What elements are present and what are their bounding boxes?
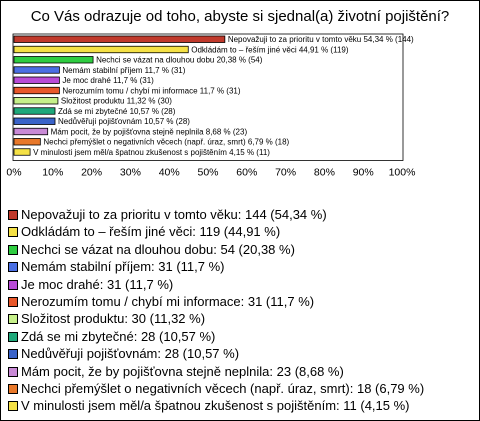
chart-legend bbox=[6, 206, 476, 415]
legend-label: Nerozumím tomu / chybí mi informace: 31 (11,7 %) bbox=[21, 293, 315, 309]
legend-swatch bbox=[8, 332, 18, 342]
legend-swatch bbox=[8, 245, 18, 255]
bar-data-label: Nechci přemýšlet o negativních věcech (např. úraz, smrt) 6,79 % (18) bbox=[43, 137, 290, 147]
x-tick-label: 30% bbox=[119, 166, 141, 179]
bar-data-label: Nechci se vázat na dlouhou dobu 20,38 % (54) bbox=[96, 55, 263, 65]
legend-item bbox=[6, 397, 476, 414]
x-tick-label: 0% bbox=[6, 166, 22, 179]
legend-item bbox=[6, 223, 476, 240]
bar-data-label: Mám pocit, že by pojišťovna stejně neplnila 8,68 % (23) bbox=[50, 127, 248, 137]
x-tick-label: 10% bbox=[42, 166, 64, 179]
bar-data-label: Nemám stabilní příjem 11,7 % (31) bbox=[62, 65, 186, 75]
bar bbox=[14, 98, 58, 105]
x-tick-label: 20% bbox=[81, 166, 103, 179]
bar bbox=[14, 36, 225, 43]
legend-label: Nechci přemýšlet o negativních věcech (např. úraz, smrt): 18 (6,79 %) bbox=[21, 380, 425, 396]
bar bbox=[14, 77, 59, 84]
x-tick-label: 60% bbox=[236, 166, 258, 179]
bar bbox=[14, 57, 93, 64]
legend-item bbox=[6, 380, 476, 397]
x-tick-label: 90% bbox=[352, 166, 374, 179]
x-tick-label: 50% bbox=[197, 166, 219, 179]
bar bbox=[14, 46, 188, 53]
legend-item bbox=[6, 276, 476, 293]
bar-data-label: V minulosti jsem měl/a špatnou zkušenost s pojištěním 4,15 % (11) bbox=[33, 147, 270, 157]
bar bbox=[14, 108, 55, 115]
legend-item bbox=[6, 310, 476, 327]
bar bbox=[14, 87, 59, 94]
x-tick-label: 70% bbox=[275, 166, 297, 179]
legend-label: Nedůvěřuji pojišťovnám: 28 (10,57 %) bbox=[21, 346, 240, 362]
x-tick-label: 100% bbox=[388, 166, 416, 179]
bar bbox=[14, 118, 55, 125]
legend-item bbox=[6, 293, 476, 310]
chart-title: Co Vás odrazuje od toho, abyste si sjednal(a) životní pojištění? bbox=[30, 8, 450, 25]
legend-item bbox=[6, 328, 476, 345]
bar-data-label: Nerozumím tomu / chybí mi informace 11,7 % (31) bbox=[62, 86, 241, 96]
legend-item bbox=[6, 345, 476, 362]
legend-swatch bbox=[8, 280, 18, 290]
bar bbox=[14, 128, 48, 135]
legend-label: V minulosti jsem měl/a špatnou zkušenost s pojištěním: 11 (4,15 %) bbox=[21, 398, 410, 414]
legend-swatch bbox=[8, 210, 18, 220]
legend-label: Je moc drahé: 31 (11,7 %) bbox=[21, 276, 174, 292]
bar-data-label: Zdá se mi zbytečné 10,57 % (28) bbox=[58, 106, 176, 116]
legend-label: Zdá se mi zbytečné: 28 (10,57 %) bbox=[21, 328, 216, 344]
legend-label: Nemám stabilní příjem: 31 (11,7 %) bbox=[21, 259, 225, 275]
legend-item bbox=[6, 241, 476, 258]
legend-swatch bbox=[8, 297, 18, 307]
bar-data-label: Nepovažuji to za prioritu v tomto věku 54,34 % (144) bbox=[227, 35, 414, 44]
bar bbox=[14, 149, 30, 156]
legend-swatch bbox=[8, 227, 18, 237]
legend-swatch bbox=[8, 349, 18, 359]
legend-swatch bbox=[8, 367, 18, 377]
legend-label: Složitost produktu: 30 (11,32 %) bbox=[21, 311, 206, 327]
x-tick-label: 80% bbox=[313, 166, 335, 179]
bar-data-label: Odkládám to – řeším jiné věci 44,91 % (119) bbox=[191, 45, 349, 55]
legend-item bbox=[6, 206, 476, 223]
legend-swatch bbox=[8, 401, 18, 411]
legend-swatch bbox=[8, 384, 18, 394]
legend-label: Mám pocit, že by pojišťovna stejně neplnila: 23 (8,68 %) bbox=[21, 363, 344, 379]
bar bbox=[14, 139, 40, 146]
x-tick-label: 40% bbox=[158, 166, 180, 179]
legend-label: Nepovažuji to za prioritu v tomto věku: 144 (54,34 %) bbox=[21, 207, 327, 222]
bar-chart bbox=[0, 0, 480, 205]
bar bbox=[14, 67, 59, 74]
bar-data-label: Je moc drahé 11,7 % (31) bbox=[62, 76, 154, 85]
legend-label: Odkládám to – řeším jiné věci: 119 (44,91 %) bbox=[21, 224, 281, 240]
legend-swatch bbox=[8, 262, 18, 272]
legend-item bbox=[6, 258, 476, 275]
bar-data-label: Nedůvěřuji pojišťovnám 10,57 % (28) bbox=[58, 117, 190, 126]
bar-data-label: Složitost produktu 11,32 % (30) bbox=[60, 96, 172, 106]
legend-label: Nechci se vázat na dlouhou dobu: 54 (20,38 %) bbox=[21, 241, 295, 257]
legend-swatch bbox=[8, 314, 18, 324]
legend-item bbox=[6, 363, 476, 380]
